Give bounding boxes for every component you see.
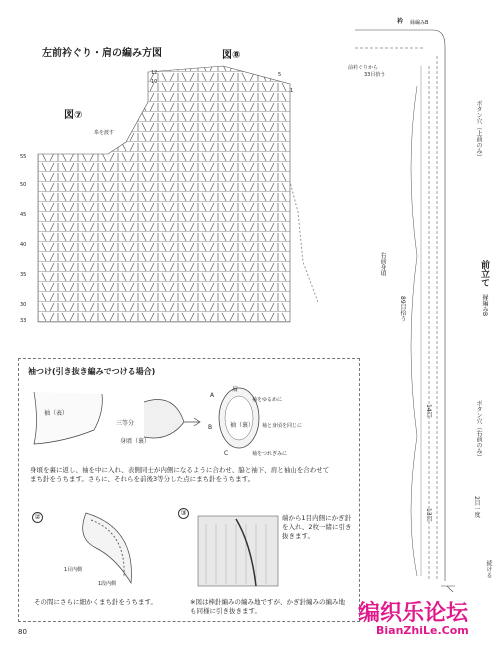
instruction-3: 端から1目内側にかぎ針を入れ、2枚一緒に引き抜きます。 — [282, 514, 352, 540]
right-body-label: 右前身頃 — [379, 252, 386, 276]
crochet-chart — [28, 62, 318, 332]
row-num: 1 — [290, 88, 294, 94]
sleeve-box-title: 袖つけ(引き抜き編みでつける場合) — [28, 367, 156, 376]
row-num: 40 — [20, 242, 27, 248]
a-note: 袖をゆるめに — [252, 397, 283, 403]
figure-7-label: 図⑦ — [64, 110, 83, 121]
body-label: 身頃（裏） — [120, 438, 151, 445]
shoulder-label: 肩 — [232, 386, 239, 393]
step3-marker: ③ — [178, 508, 189, 519]
continue-note: 続ける — [485, 560, 492, 578]
row-num: 5 — [278, 72, 282, 78]
instruction-1: 身頃を裏に返し、袖を中に入れ、表側同士が内側になるように合わせ、脇と袖下、肩と袖山を合わせてまち針をうちます。さらに、それらを前後3等分した点にまち針をうちます。 — [30, 466, 330, 483]
yarn-note: 糸を渡す — [94, 130, 115, 136]
pick-89-label: 89目拾う — [399, 296, 406, 322]
collar-count: 33目拾う — [364, 72, 386, 78]
b-note: 袖と身頃を同じに — [262, 423, 303, 429]
pick-14-label: 14目 — [425, 404, 432, 418]
front-band-label: 前立て — [479, 260, 489, 287]
row-num: 35 — [20, 272, 27, 278]
letter-c: C — [224, 450, 229, 457]
instruction-4: ※図は棒針編みの編み地ですが、かぎ針編みの編み地も同様に引き抜きます。 — [190, 598, 345, 615]
front-band-pattern: 縁編みB — [481, 294, 488, 317]
sleeve-label: 袖（表） — [44, 410, 69, 417]
letter-a: A — [210, 392, 215, 399]
three-parts-label: 三等分 — [116, 420, 135, 427]
one-row-inner-label: 1段内側 — [98, 581, 117, 587]
row-num: 33 — [20, 318, 27, 324]
letter-b: B — [208, 424, 213, 431]
row-num: 30 — [20, 302, 27, 308]
c-note: 袖をつれぎみに — [252, 451, 288, 457]
one-inner-label: 1目内側 — [64, 567, 83, 573]
pick-13-label: 13目 — [425, 508, 432, 522]
row-num: 55 — [20, 154, 27, 160]
figure-8-label: 図⑧ — [222, 50, 241, 61]
button-upper-note: ボタン穴（上前のみ） — [475, 100, 482, 160]
watermark-url: BianZhiLe.Com — [376, 624, 469, 637]
collar-pick-note: 前衿ぐりから — [348, 65, 379, 71]
row-num: 45 — [20, 212, 27, 218]
collar-pattern: 縁編みB — [410, 20, 429, 26]
page-number: 80 — [18, 628, 27, 636]
watermark-text: 编织乐论坛 — [358, 601, 469, 626]
row-num: 50 — [20, 182, 27, 188]
tie-note: 2目一度 — [473, 496, 480, 518]
step2-marker: ② — [32, 512, 43, 523]
button-right-note: ボタン穴（右前のみ） — [475, 400, 482, 460]
step3-illustration — [196, 514, 286, 594]
sleeve-inner-label: 袖（裏） — [230, 422, 255, 429]
page-title: 左前衿ぐり・肩の編み方図 — [42, 48, 162, 59]
instruction-2: その間にさらに細かくまち針をうちます。 — [34, 598, 157, 606]
collar-label: 衿 — [397, 18, 404, 25]
